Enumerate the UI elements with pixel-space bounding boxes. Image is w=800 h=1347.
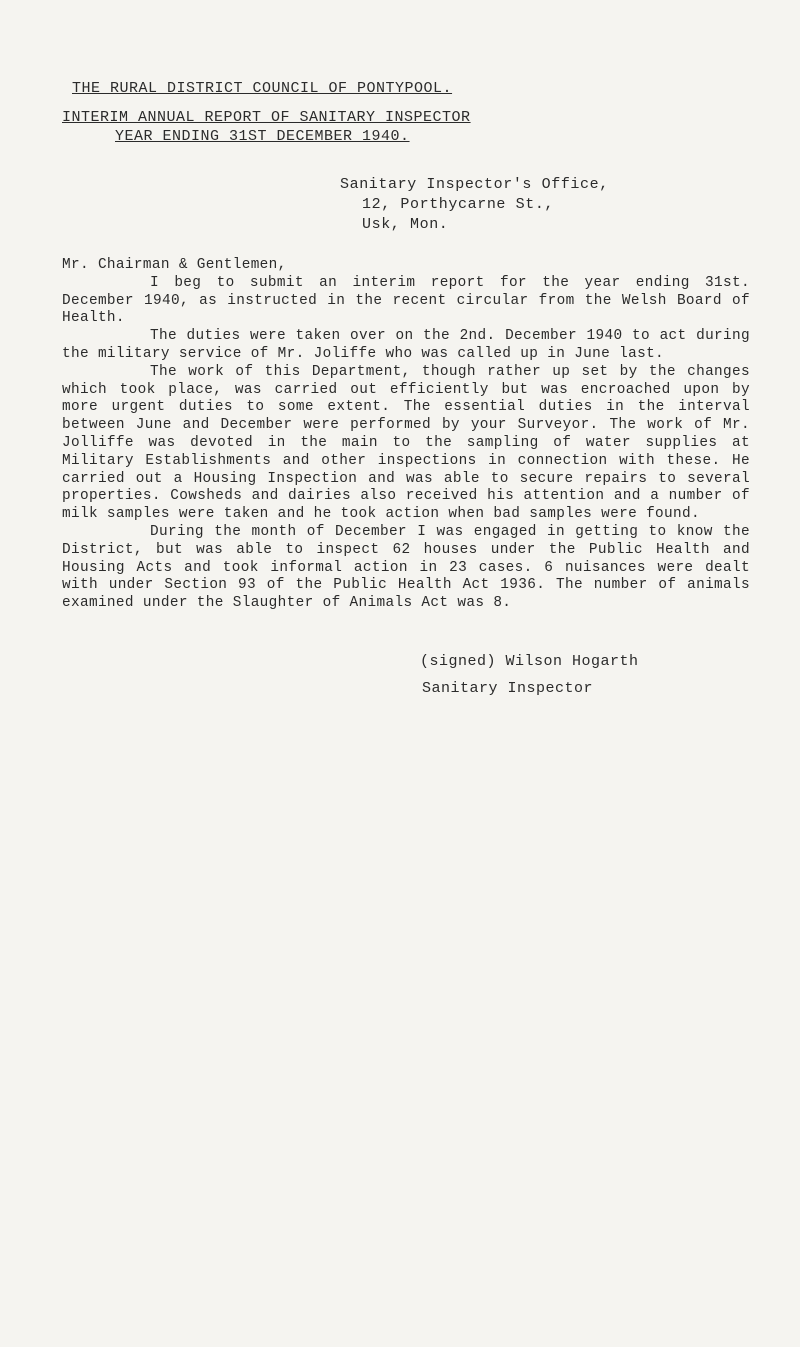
salutation: Mr. Chairman & Gentlemen, <box>62 257 287 273</box>
signature-name: (signed) Wilson Hogarth <box>420 653 639 670</box>
report-body <box>62 257 750 613</box>
report-subtitle: YEAR ENDING 31ST DECEMBER 1940. <box>115 128 410 145</box>
address-line-1: Sanitary Inspector's Office, <box>340 176 609 193</box>
signature-title: Sanitary Inspector <box>422 680 594 697</box>
paragraph-december: During the month of December I was engaged in getting to know the District, but was able to inspect 62 houses under the Public Health and Housing Acts and took informal action in 23 cases. 6 nuisances were dealt with under Section 93 of the Public Health Act 1936. The number of animals examined under the Slaughter of Animals Act was 8. <box>62 523 750 612</box>
paragraph-department-work: The work of this Department, though rather up set by the changes which took place, was carried out efficiently but was encroached upon by more urgent duties to some extent. The essential duties in the interval between June and December were performed by your Surveyor. The work of Mr. Jolliffe was devoted in the main to the sampling of water supplies at Military Establishments and other inspections in connection with these. He carried out a Housing Inspection and was able to secure repairs to several properties. Cowsheds and dairies also received his attention and a number of milk samples were taken and he took action when bad samples were found. <box>62 363 750 523</box>
council-title: THE RURAL DISTRICT COUNCIL OF PONTYPOOL. <box>72 80 453 97</box>
paragraph-introduction: I beg to submit an interim report for the year ending 31st. December 1940, as instructed in the recent circular from the Welsh Board of Health. <box>62 274 750 327</box>
office-address <box>340 175 609 235</box>
paragraph-duties: The duties were taken over on the 2nd. December 1940 to act during the military service of Mr. Joliffe who was called up in June last. <box>62 328 750 362</box>
address-line-2: 12, Porthycarne St., <box>362 196 555 213</box>
address-line-3: Usk, Mon. <box>362 216 449 233</box>
signature-block <box>420 648 639 702</box>
report-title: INTERIM ANNUAL REPORT OF SANITARY INSPECTOR <box>62 109 471 126</box>
